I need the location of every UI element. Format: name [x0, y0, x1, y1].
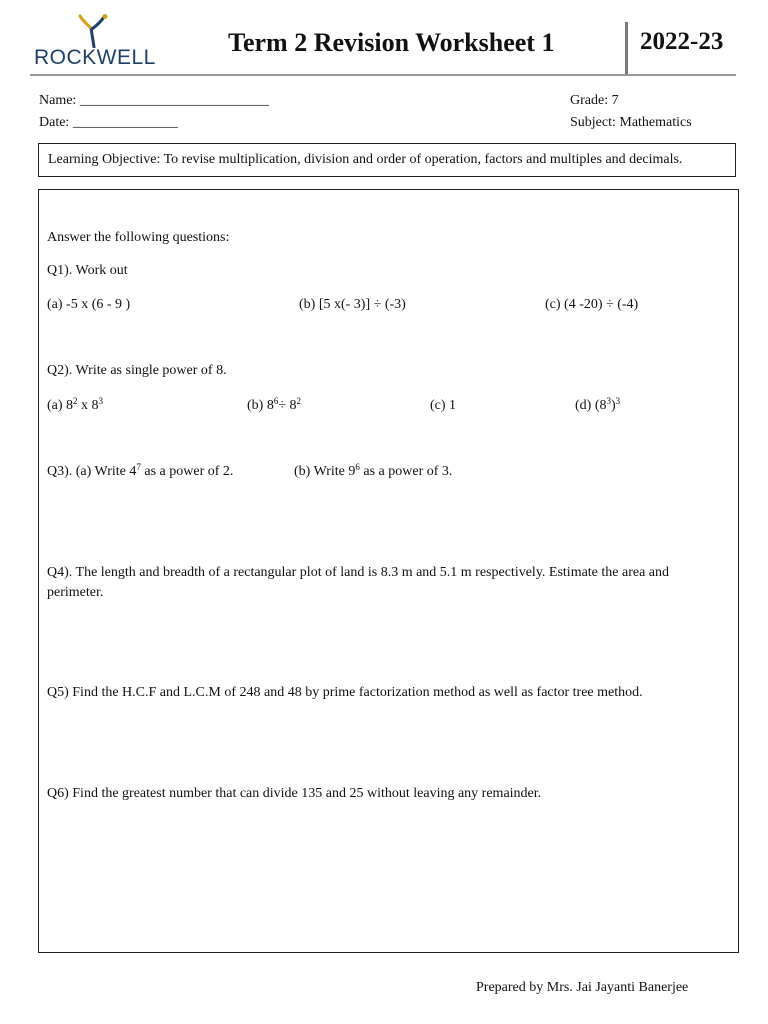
q1-part-c: (c) (4 -20) ÷ (-4) [545, 297, 639, 312]
q5-text: Q5) Find the H.C.F and L.C.M of 248 and 48 by prime factorization method as well as factor tree method. [47, 685, 643, 700]
q2-prompt: Q2). Write as single power of 8. [47, 363, 227, 378]
logo-figure-icon [74, 14, 114, 48]
logo-text: ROCKWELL [34, 46, 156, 69]
q3-part-b: (b) Write $9^6$ as a power of 3. [294, 462, 453, 479]
grade-label: Grade: 7 [570, 93, 619, 108]
learning-objective-text: Learning Objective: To revise multiplication, division and order of operation, factors and multiples and decimals. [48, 152, 683, 167]
q2-part-a: (a) $8^2$ x $8^3$ [47, 396, 104, 413]
q3-part-a: Q3). (a) Write $4^7$ as a power of 2. [47, 462, 234, 479]
name-field: Name: ___________________________ [39, 93, 269, 108]
q2-part-c: (c) 1 [430, 398, 457, 413]
date-field: Date: _______________ [39, 115, 178, 130]
header-rule [30, 74, 736, 76]
page-title: Term 2 Revision Worksheet 1 [228, 28, 555, 57]
subject-label: Subject: Mathematics [570, 115, 692, 130]
q1-prompt: Q1). Work out [47, 263, 128, 278]
q4-line-1: Q4). The length and breadth of a rectangular plot of land is 8.3 m and 5.1 m respectively. Estimate the area and [47, 565, 670, 580]
school-logo [34, 14, 154, 70]
q4-line-2: perimeter. [47, 585, 104, 600]
prepared-by: Prepared by Mrs. Jai Jayanti Banerjee [476, 980, 689, 995]
learning-objective-box [38, 143, 736, 177]
q2-part-b: (b) $8^6\div 8^2$ [247, 396, 302, 413]
q6-text: Q6) Find the greatest number that can divide 135 and 25 without leaving any remainder. [47, 786, 542, 801]
q2-part-d: (d) $(8^3)^3$ [575, 396, 621, 413]
header-divider [625, 22, 628, 76]
q1-part-b: (b) [5 x(- 3)] ÷ (-3) [299, 297, 406, 312]
q1-part-a: (a) -5 x (6 - 9 ) [47, 297, 131, 312]
instructions: Answer the following questions: [47, 230, 230, 245]
academic-year: 2022-23 [640, 28, 724, 55]
